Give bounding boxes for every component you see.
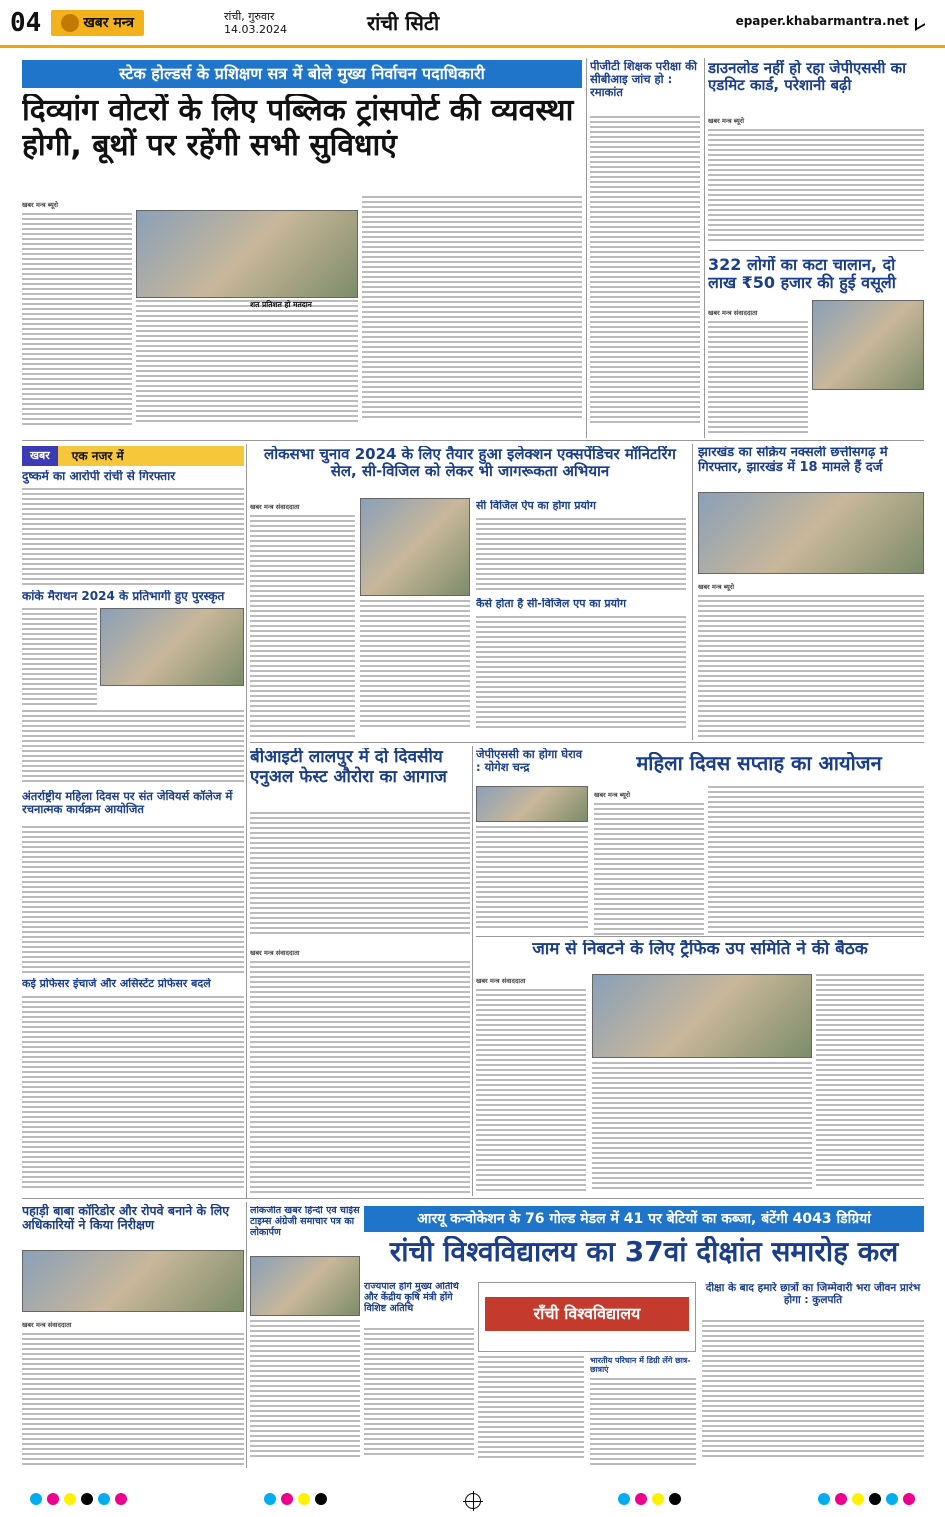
gherao-headline: जेपीएससी का होगा घेराव : योगेश चन्द्र [476, 748, 583, 775]
jpsc-byline: खबर मन्त्र ब्यूरो [708, 117, 745, 125]
section-title: रांची सिटी [367, 11, 440, 35]
brief-item-3: अंतर्राष्ट्रीय महिला दिवस पर संत जेवियर्स कॉलेज में रचनात्मक कार्यक्रम आयोजित [22, 790, 233, 817]
brand-badge [51, 10, 144, 36]
brief-item-2: कांके मैराथन 2024 के प्रतिभागी हुए पुरस्कृत [22, 590, 225, 603]
election-photo [360, 498, 470, 596]
brief-item-4: कई प्रोफेसर इंचार्ज और असिस्टेंट प्रोफेसर बदले [22, 978, 211, 990]
women-headline: महिला दिवस सप्ताह का आयोजन [636, 752, 882, 775]
brief-tag-1: खबर [22, 446, 58, 466]
brief-text-2b [22, 710, 244, 788]
brand-logo-icon [61, 14, 79, 32]
lead-column-2 [136, 300, 358, 426]
lead-kicker: स्टेक होल्डर्स के प्रशिक्षण सत्र में बोले मुख्य निर्वाचन पदाधिकारी [22, 60, 582, 88]
election-headline: लोकसभा चुनाव 2024 के लिए तैयार हुआ इलेक्शन एक्सपेंडिचर मॉनिटरिंग सेल, सी-विजिल को लेकर भी जागरूकता अभियान [264, 446, 676, 481]
gherao-photo [476, 786, 588, 822]
brand-name: खबर मन्त्र [83, 15, 135, 31]
traffic-text-2 [592, 1062, 812, 1194]
lokarpan-text [250, 1320, 360, 1466]
lead-headline: दिव्यांग वोटरों के लिए पब्लिक ट्रांसपोर्ट की व्यवस्था होगी, बूथों पर रहेंगी सभी सुविधाएं [22, 94, 574, 163]
pahadi-photo [22, 1250, 244, 1312]
pahadi-text [22, 1316, 244, 1466]
bit-headline: बीआइटी लालपुर में दो दिवसीय एनुअल फेस्ट औरोरा का आगाज [250, 748, 447, 787]
convocation-text-3 [590, 1356, 696, 1466]
bit-text-2 [250, 944, 470, 1194]
challan-photo [812, 300, 924, 390]
women-text-2 [708, 786, 924, 936]
election-text-3 [476, 518, 686, 596]
naxal-photo [698, 492, 924, 574]
bit-text [250, 812, 470, 942]
epaper-link[interactable]: epaper.khabarmantra.net [735, 14, 909, 28]
brief-tag [22, 446, 244, 466]
lead-column-1 [22, 196, 132, 426]
convocation-panel-caption: भारतीय परिधान में डिग्री लेंगे छात्र-छात्राएं [590, 1356, 691, 1375]
lead-byline: खबर मन्त्र ब्यूरो [22, 201, 59, 209]
color-dots-right [818, 1493, 915, 1507]
dateline [224, 10, 287, 36]
pgt-headline: पीजीटी शिक्षक परीक्षा की सीबीआइ जांच हो : रमाकांत [590, 60, 697, 100]
women-text-1 [594, 786, 704, 936]
brief-text-3 [22, 826, 244, 976]
lokarpan-photo [250, 1256, 360, 1316]
traffic-headline: जाम से निबटने के लिए ट्रैफिक उप समिति ने की बैठक [532, 940, 868, 959]
lead-subhead: शत प्रतिशत हो मतदान [250, 300, 312, 309]
brief-text-2a [22, 608, 97, 708]
convocation-text-2 [478, 1356, 584, 1466]
convocation-sub-right: दीक्षा के बाद हमारे छात्रों का जिम्मेवारी भरा जीवन प्रारंभ होगा : कुलपति [705, 1282, 921, 1307]
convocation-headline: रांची विश्वविद्यालय का 37वां दीक्षांत समारोह कल [389, 1236, 899, 1268]
brief-text-4 [22, 996, 244, 1194]
gherao-text [476, 826, 588, 936]
brief-tag-2: एक नजर में [58, 446, 244, 466]
election-text-1 [250, 498, 355, 738]
challan-byline: खबर मन्त्र संवाददाता [708, 309, 758, 317]
convocation-text-1 [364, 1328, 474, 1466]
marathon-photo [100, 608, 244, 686]
challan-headline: 322 लोगों का कटा चालान, दो लाख ₹50 हजार की हुई वसूली [708, 256, 896, 293]
convocation-banner-text: राँची विश्वविद्यालय [485, 1297, 689, 1331]
traffic-byline: खबर मन्त्र संवाददाता [476, 977, 526, 985]
brief-text-1 [22, 488, 244, 590]
traffic-text-1 [476, 972, 586, 1194]
lokarpan-headline: लोकजीत खबर हिन्दी एवं चांईस टाइम्स अंग्रेजी समाचार पत्र का लोकार्पण [250, 1206, 360, 1238]
pahadi-headline: पहाड़ी बाबा कॉरिडोर और रोपवे बनाने के लिए अधिकारियों ने किया निरीक्षण [22, 1204, 230, 1233]
election-sub1: सी विजिल ऐप का होगा प्रयोग [476, 500, 596, 512]
election-text-4 [476, 616, 686, 738]
convocation-sub-left: राज्यपाल होंगे मुख्य अतिथि और केंद्रीय कृषि मंत्री होंगे विशिष्ट अतिथि [364, 1282, 459, 1314]
pgt-text [590, 116, 700, 436]
lead-column-3 [362, 196, 582, 426]
traffic-text-3 [816, 974, 924, 1194]
convocation-text-4 [702, 1320, 924, 1466]
convocation-kicker: आरयू कन्वोकेशन के 76 गोल्ड मेडल में 41 पर बेटियों का कब्जा, बंटेंगी 4043 डिग्रियां [364, 1206, 924, 1232]
dateline-date: 14.03.2024 [224, 22, 287, 36]
naxal-text [698, 578, 924, 738]
pahadi-byline: खबर मन्त्र संवाददाता [22, 1321, 72, 1329]
print-registration-marks [0, 1493, 945, 1507]
color-dots-mid-right [618, 1493, 681, 1507]
challan-text [708, 304, 808, 434]
lead-photo [136, 210, 358, 298]
brief-item-1: दुष्कर्म का आरोपी रांची से गिरफ्तार [22, 470, 176, 483]
election-byline: खबर मन्त्र संवाददाता [250, 503, 300, 511]
women-byline: खबर मन्त्र ब्यूरो [594, 791, 631, 799]
jpsc-text [708, 112, 924, 242]
lead-text-lines [22, 213, 132, 426]
traffic-photo [592, 974, 812, 1058]
election-text-2 [360, 600, 470, 738]
naxal-byline: खबर मन्त्र ब्यूरो [698, 583, 735, 591]
color-dots-left [30, 1493, 127, 1507]
color-dots-mid-left [264, 1493, 327, 1507]
bit-byline: खबर मन्त्र संवाददाता [250, 949, 300, 957]
naxal-headline: झारखंड का सक्रिय नक्सली छत्तीसगढ़ में गिरफ्तार, झारखंड में 18 मामले हैं दर्ज [698, 446, 888, 475]
election-sub2: कैसे होता है सी-विजिल एप का प्रयोग [476, 598, 627, 610]
convocation-banner-photo [478, 1282, 696, 1352]
jpsc-headline: डाउनलोड नहीं हो रहा जेपीएससी का एडमिट कार्ड, परेशानी बढ़ी [708, 60, 907, 95]
page-number: 04 [10, 7, 42, 38]
dateline-city: रांची, गुरुवार [224, 9, 275, 23]
cursor-icon [915, 13, 925, 31]
registration-crosshair-icon [465, 1493, 481, 1509]
masthead [0, 0, 945, 48]
